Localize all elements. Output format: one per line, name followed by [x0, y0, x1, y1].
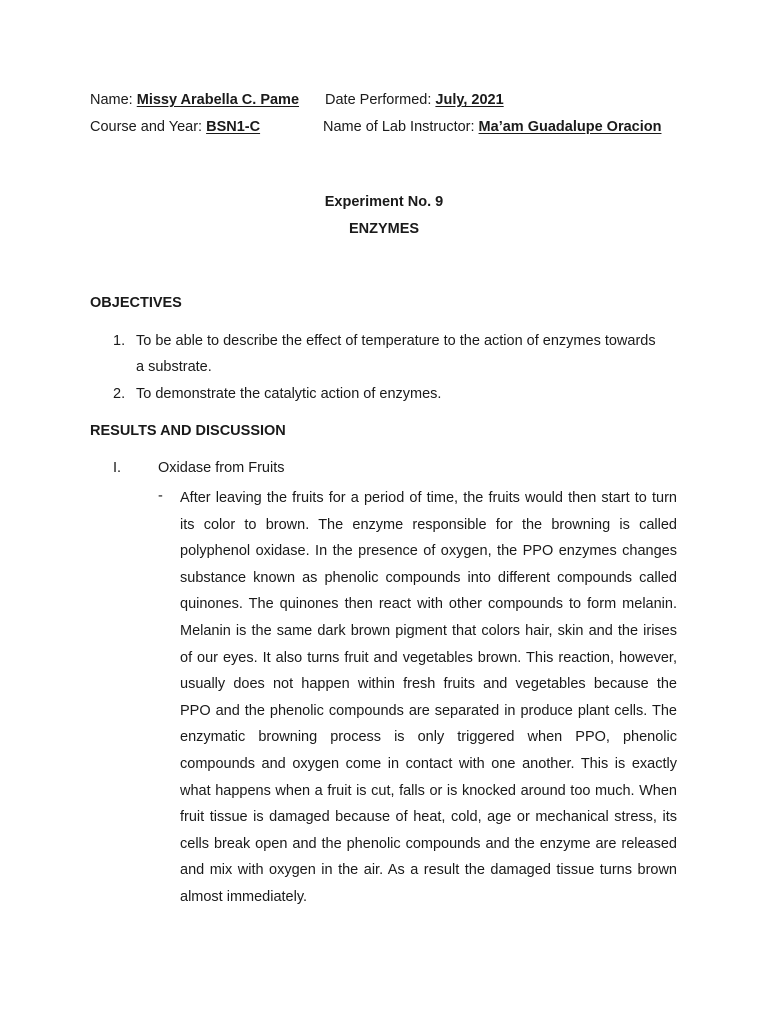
objective-number: 2.	[113, 386, 126, 402]
date-value: July, 2021	[435, 92, 504, 108]
name-field	[90, 92, 299, 108]
paragraph-line: almost immediately.	[180, 888, 308, 905]
paragraph-line: fruit tissue is damaged because of heat, cold, age or mechanical stress, its	[180, 809, 677, 826]
section-title: Oxidase from Fruits	[158, 460, 285, 476]
objective-text-continued: a substrate.	[136, 359, 212, 375]
paragraph-line: quinones. The quinones then react with other compounds to form melanin.	[180, 596, 677, 613]
experiment-topic: ENZYMES	[348, 221, 420, 237]
instructor-field	[323, 119, 661, 135]
bullet-dash: -	[158, 488, 163, 504]
paragraph-line: PPO and the phenolic compounds are separated in produce plant cells. The	[180, 702, 677, 719]
paragraph-line: its color to brown. The enzyme responsible for the browning is called	[180, 516, 677, 533]
objective-text: To demonstrate the catalytic action of enzymes.	[136, 386, 442, 402]
paragraph-line: cells break open and the phenolic compounds and the enzyme are released	[180, 835, 677, 852]
name-label: Name:	[90, 92, 133, 108]
paragraph-line: Melanin is the same dark brown pigment that colors hair, skin and the irises	[180, 622, 677, 639]
course-value: BSN1-C	[206, 119, 261, 135]
paragraph-line: enzymatic browning process is only triggered when PPO, phenolic	[180, 729, 677, 746]
paragraph-line: of our eyes. It also turns fruit and vegetables brown. This reaction, however,	[180, 649, 677, 666]
paragraph-line: what happens when a fruit is cut, falls or is knocked around too much. When	[180, 782, 677, 799]
discussion-paragraph	[180, 485, 677, 911]
objective-number: 1.	[113, 333, 126, 349]
paragraph-line: substance known as phenolic compounds into different compounds called	[180, 569, 677, 586]
results-heading: RESULTS AND DISCUSSION	[90, 423, 286, 439]
objective-text: To be able to describe the effect of temperature to the action of enzymes towards	[136, 333, 656, 349]
section-number: I.	[113, 460, 122, 476]
date-field	[325, 92, 504, 108]
paragraph-line: and mix with oxygen in the air. As a result the damaged tissue turns brown	[180, 862, 677, 879]
paragraph-line: compounds and oxygen come in contact with one another. This is exactly	[180, 755, 677, 772]
experiment-number: Experiment No. 9	[324, 194, 444, 210]
course-label: Course and Year:	[90, 119, 203, 135]
course-field	[90, 119, 260, 135]
date-label: Date Performed:	[325, 92, 432, 108]
objectives-heading: OBJECTIVES	[90, 295, 182, 311]
instructor-value: Ma’am Guadalupe Oracion	[478, 119, 662, 135]
paragraph-line: polyphenol oxidase. In the presence of oxygen, the PPO enzymes changes	[180, 543, 677, 560]
instructor-label: Name of Lab Instructor:	[323, 119, 475, 135]
paragraph-line: usually does not happen within fresh fruits and vegetables because the	[180, 676, 677, 693]
paragraph-line: After leaving the fruits for a period of time, the fruits would then start to turn	[180, 490, 677, 506]
name-value: Missy Arabella C. Pame	[136, 92, 300, 108]
